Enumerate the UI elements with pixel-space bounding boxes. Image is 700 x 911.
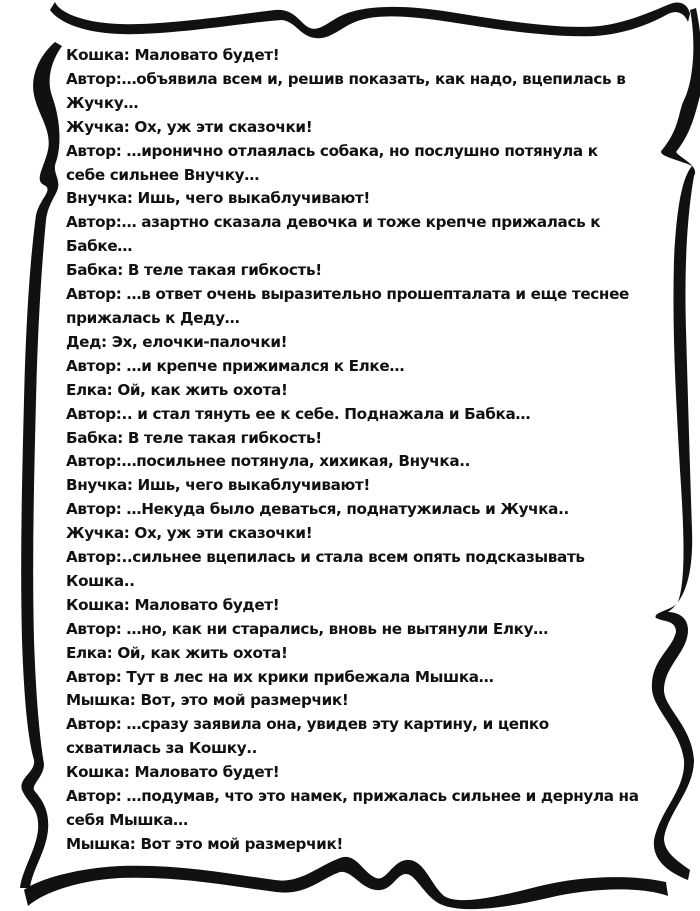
left-ribbon [20, 42, 62, 888]
dialogue-line: схватилась за Кошку.. [66, 739, 258, 758]
dialogue-line: Дед: Эх, елочки-палочки! [66, 332, 288, 351]
bottom-ribbon [24, 857, 668, 909]
dialogue-line: Автор: …но, как ни старались, вновь не вытянули Елку… [66, 619, 548, 638]
dialogue-line: Автор: …Некуда было деваться, поднатужилась и Жучка.. [66, 500, 569, 519]
dialogue-line: Автор:…объявила всем и, решив показать, как надо, вцепилась в [66, 69, 626, 88]
dialogue-line: Бабка: В теле такая гибкость! [66, 261, 322, 280]
dialogue-line: Бабке… [66, 237, 133, 256]
dialogue-line: Автор:..сильнее вцепилась и стала всем опять подсказывать [66, 548, 585, 567]
dialogue-line: Внучка: Ишь, чего выкаблучивают! [66, 476, 370, 495]
dialogue-line: Елка: Ой, как жить охота! [66, 643, 288, 662]
dialogue-line: себя Мышка… [66, 811, 188, 829]
dialogue-line: Кошка.. [66, 571, 135, 590]
dialogue-line: Автор:.. и стал тянуть ее к себе. Поднажала и Бабка… [66, 404, 531, 423]
dialogue-line: Автор: …сразу заявила она, увидев эту картину, и цепко [66, 715, 549, 734]
dialogue-line: Кошка: Маловато будет! [66, 46, 280, 64]
top-ribbon [50, 2, 690, 38]
dialogue-line: Жучка: Ох, уж эти сказочки! [66, 117, 313, 136]
dialogue-line: Жучка: Ох, уж эти сказочки! [66, 524, 313, 543]
dialogue-line: Елка: Ой, как жить охота! [66, 380, 288, 399]
dialogue-line: Кошка: Маловато будет! [66, 595, 280, 614]
dialogue-line: Мышка: Вот, это мой размерчик! [66, 691, 349, 710]
dialogue-line: Автор: …и крепче прижимался к Елке… [66, 356, 405, 375]
dialogue-line: Кошка: Маловато будет! [66, 763, 280, 782]
dialogue-line: Жучку… [66, 93, 139, 112]
dialogue-line: себе сильнее Внучку… [66, 165, 260, 184]
dialogue-line: Автор: …подумав, что это намек, прижалась сильнее и дернула на [66, 787, 639, 806]
story-text-block [66, 44, 656, 857]
dialogue-line: прижалась к Деду… [66, 308, 240, 327]
dialogue-line: Автор:… азартно сказала девочка и тоже крепче прижалась к [66, 213, 601, 232]
dialogue-line: Внучка: Ишь, чего выкаблучивают! [66, 189, 370, 208]
dialogue-line: Бабка: В теле такая гибкость! [66, 428, 322, 447]
dialogue-line: Автор: Тут в лес на их крики прибежала Мышка… [66, 667, 494, 686]
dialogue-line: Автор: …иронично отлаялась собака, но послушно потянула к [66, 141, 598, 160]
dialogue-line: Автор: …в ответ очень выразительно прошепталата и еще теснее [66, 285, 629, 304]
dialogue-line: Мышка: Вот это мой размерчик! [66, 834, 343, 853]
dialogue-line: Автор:…посильнее потянула, хихикая, Внучка.. [66, 452, 471, 471]
right-ribbon [652, 8, 700, 880]
